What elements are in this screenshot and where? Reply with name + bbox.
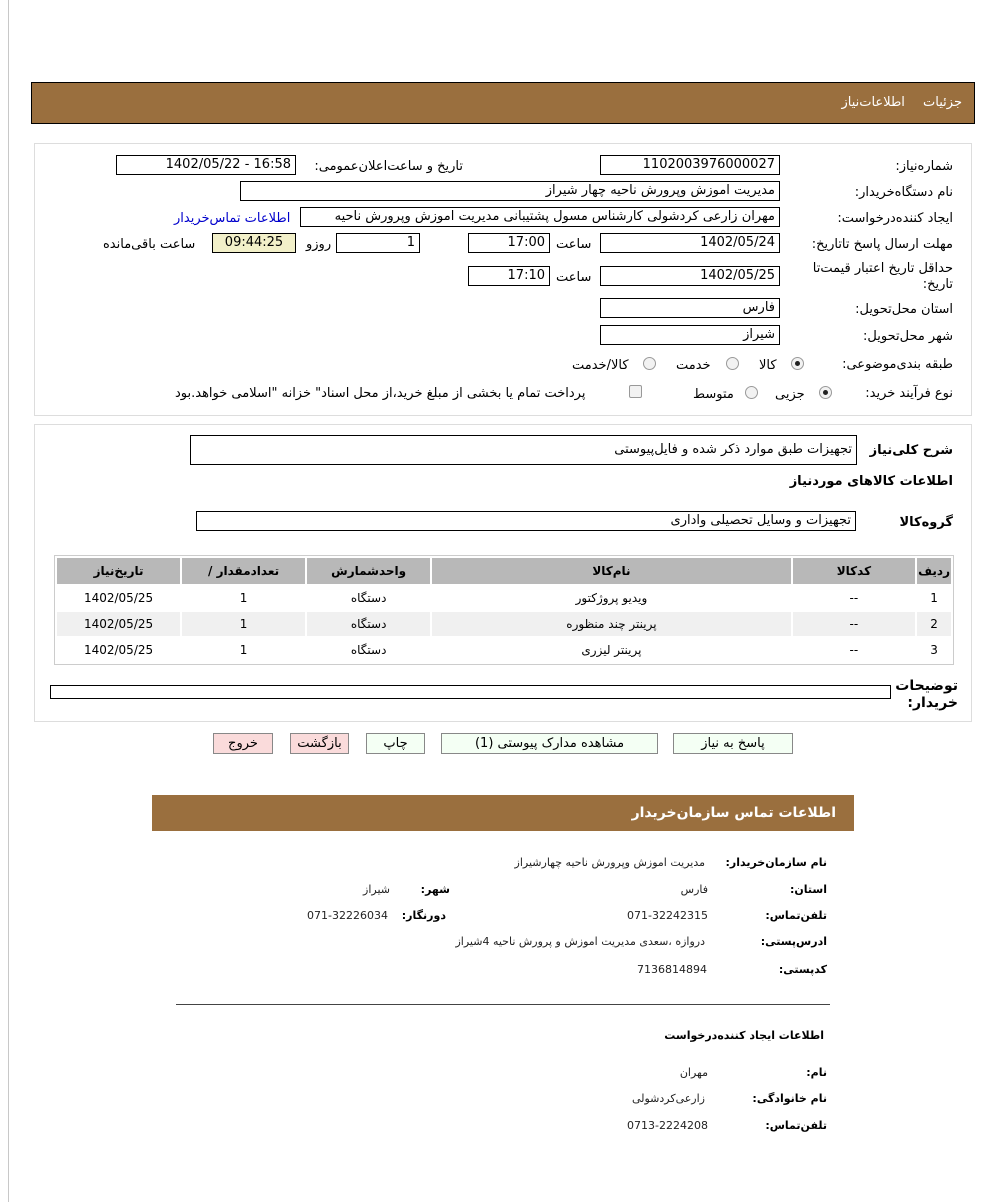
validity-label-line2: تاریخ: (922, 277, 953, 292)
validity-label-line1: حداقل تاریخ اعتبار قیمت‌تا (812, 261, 953, 276)
buyer-org-field: مدیریت اموزش وپرورش ناحیه چهار شیراز (240, 181, 780, 201)
category-goods-radio[interactable] (791, 357, 804, 370)
print-button[interactable]: چاپ (366, 733, 425, 754)
general-desc-label: شرح کلی‌نیاز (869, 443, 953, 458)
page-left-border (8, 0, 9, 1202)
remaining-label: ساعت باقی‌مانده (103, 237, 196, 252)
goods-info-title: اطلاعات کالاهای موردنیاز (789, 474, 953, 489)
creator-info-title: اطلاعات ایجاد کننده‌درخواست (664, 1029, 824, 1042)
creator-last-name-value: زارعی‌کردشولی (631, 1092, 705, 1105)
org-fax-label: دورنگار: (401, 909, 446, 922)
cell-date: 1402/05/25 (83, 591, 154, 605)
deadline-time-field: 17:00 (468, 233, 550, 253)
cell-name: پرینتر لیزری (581, 643, 642, 657)
category-goods-label: کالا (759, 358, 777, 373)
cell-name: پرینتر چند منظوره (432, 612, 790, 636)
validity-date-field: 1402/05/25 (600, 266, 780, 286)
cell-unit: دستگاه (350, 591, 387, 605)
days-field: 1 (336, 233, 420, 253)
org-name-label: نام سازمان‌خریدار: (725, 856, 827, 869)
buyer-notes-label-line1: توضیحات (895, 678, 958, 694)
cell-row: 1 (930, 591, 938, 605)
table-row (57, 638, 951, 662)
section-divider (176, 1004, 830, 1005)
table-row (57, 586, 951, 610)
announce-datetime-field: 1402/05/22 - 16:58 (116, 155, 296, 175)
top-header-bar (31, 82, 975, 124)
cell-qty: 1 (182, 612, 305, 636)
province-label: استان محل‌تحویل: (855, 302, 953, 317)
tab-details[interactable]: جزئیات (923, 95, 962, 110)
province-field: فارس (600, 298, 780, 318)
attachments-button[interactable]: مشاهده مدارک پیوستی (1) (441, 733, 658, 754)
cell-date: 1402/05/25 (83, 643, 154, 657)
buyer-org-label: نام دستگاه‌خریدار: (854, 185, 953, 200)
goods-group-field: تجهیزات و وسایل تحصیلی واداری (196, 511, 856, 531)
creator-label: ایجاد کننده‌درخواست: (837, 211, 953, 226)
tab-need-info[interactable]: اطلاعات‌نیاز (841, 95, 905, 110)
creator-first-name-value: مهران (679, 1066, 708, 1079)
col-date: تاریخ‌نیاز (57, 558, 180, 584)
goods-table (54, 555, 954, 665)
buyer-notes-field (50, 685, 891, 699)
treasury-payment-checkbox[interactable] (629, 385, 642, 398)
need-number-field: 1102003976000027 (600, 155, 780, 175)
table-row (57, 612, 951, 636)
org-fax-value: 071-32226034 (307, 909, 388, 922)
org-name-value: مدیریت اموزش وپرورش ناحیه چهارشیراز (514, 856, 705, 869)
days-label: روزو (306, 237, 332, 252)
goods-table-header (57, 558, 951, 584)
general-desc-field: تجهیزات طبق موارد ذکر شده و فایل‌پیوستی (190, 435, 857, 465)
process-partial-label: جزیی (775, 387, 805, 402)
cell-row: 3 (930, 643, 938, 657)
org-address-label: ادرس‌پستی: (760, 935, 827, 948)
cell-qty: 1 (239, 591, 248, 605)
deadline-date-field: 1402/05/24 (600, 233, 780, 253)
creator-first-name-label: نام: (806, 1066, 827, 1079)
reply-button[interactable]: پاسخ به نیاز (673, 733, 793, 754)
announce-label: تاریخ و ساعت‌اعلان‌عمومی: (314, 159, 463, 174)
org-province-value: فارس (680, 883, 708, 896)
category-goods-service-radio[interactable] (643, 357, 656, 370)
remaining-time-field: 09:44:25 (212, 233, 296, 253)
process-partial-radio[interactable] (819, 386, 832, 399)
goods-group-label: گروه‌کالا (899, 515, 953, 530)
col-name: نام‌کالا (432, 558, 790, 584)
org-postal-value: 7136814894 (637, 963, 707, 976)
cell-code: -- (849, 591, 859, 605)
process-medium-label: متوسط (693, 387, 734, 402)
back-button[interactable]: بازگشت (290, 733, 349, 754)
org-phone-label: تلفن‌تماس: (765, 909, 827, 922)
cell-row: 2 (917, 612, 951, 636)
org-province-label: استان: (790, 883, 827, 896)
org-city-value: شیراز (363, 883, 390, 896)
org-address-value: دروازه ،سعدی مدیریت اموزش و پرورش ناحیه 4شیراز (455, 935, 705, 948)
cell-code: -- (793, 612, 915, 636)
org-contact-title: اطلاعات تماس سازمان‌خریدار (631, 805, 836, 821)
creator-phone-label: تلفن‌تماس: (765, 1119, 827, 1132)
buyer-notes-label-line2: خریدار: (907, 695, 958, 711)
process-medium-radio[interactable] (745, 386, 758, 399)
cell-qty: 1 (239, 643, 248, 657)
org-phone-value: 071-32242315 (627, 909, 708, 922)
validity-time-field: 17:10 (468, 266, 550, 286)
org-postal-label: کد‌پستی: (778, 963, 827, 976)
city-label: شهر محل‌تحویل: (863, 329, 953, 344)
category-service-label: خدمت (676, 358, 711, 373)
cell-code: -- (849, 643, 859, 657)
col-row: ردیف (917, 558, 951, 584)
exit-button[interactable]: خروج (213, 733, 273, 754)
cell-unit: دستگاه (307, 612, 430, 636)
need-number-label: شماره‌نیاز: (895, 159, 953, 174)
cell-unit: دستگاه (350, 643, 387, 657)
process-type-label: نوع فرآیند خرید: (865, 386, 953, 401)
category-service-radio[interactable] (726, 357, 739, 370)
buyer-contact-link[interactable]: اطلاعات تماس‌خریدار (174, 211, 291, 226)
validity-time-label: ساعت (556, 270, 592, 285)
col-qty: تعداد‌مقدار / (182, 558, 305, 584)
category-goods-service-label: کالا/خدمت (572, 358, 629, 373)
creator-phone-value: 0713-2224208 (627, 1119, 708, 1132)
category-label: طبقه بندی‌موضوعی: (842, 357, 953, 372)
creator-field: مهران زارعی کردشولی کارشناس مسول پشتیبانی مدیریت اموزش وپرورش ناحیه (300, 207, 780, 227)
creator-last-name-label: نام خانوادگی: (752, 1092, 827, 1105)
treasury-payment-note: پرداخت تمام یا بخشی از مبلغ خرید،از محل اسناد" خزانه "اسلامی خواهد.بود (175, 386, 586, 401)
col-code: کدکالا (793, 558, 915, 584)
org-city-label: شهر: (420, 883, 450, 896)
col-unit: واحدشمارش (307, 558, 430, 584)
city-field: شیراز (600, 325, 780, 345)
deadline-label: مهلت ارسال پاسخ تا‌تاریخ: (811, 237, 953, 252)
deadline-time-label: ساعت (556, 237, 592, 252)
cell-date: 1402/05/25 (57, 612, 180, 636)
org-contact-header (152, 795, 854, 831)
cell-name: ویدیو پروژکتور (575, 591, 648, 605)
